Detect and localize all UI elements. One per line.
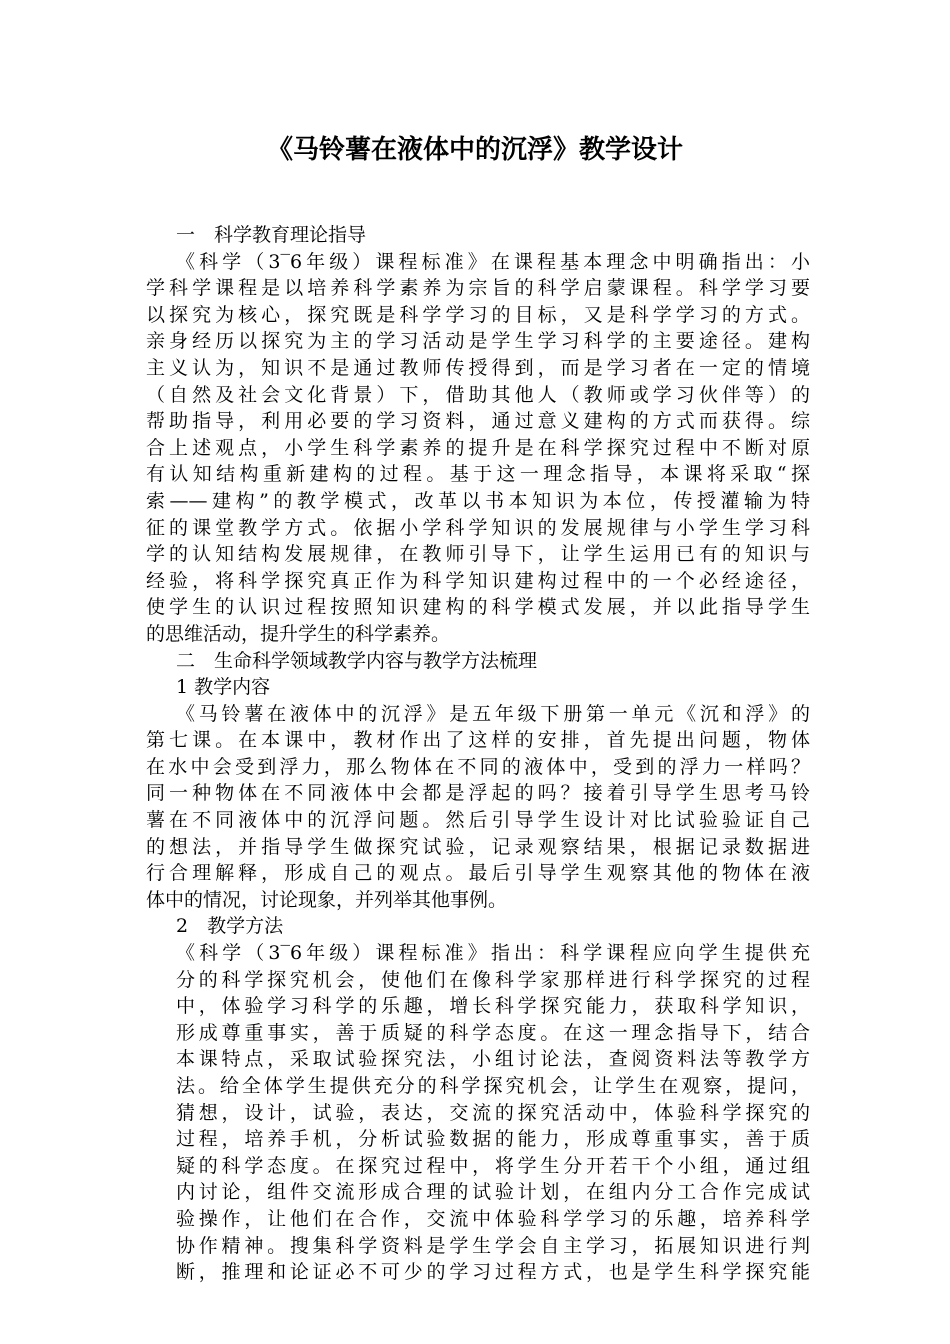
paragraph-line: 本课特点，采取试验探究法，小组讨论法，查阅资料法等教学方 [176, 1048, 810, 1071]
paragraph-line: 亲身经历以探究为主的学习活动是学生学习科学的主要途径。建构 [146, 330, 810, 353]
paragraph-line: 分的科学探究机会，使他们在像科学家那样进行科学探究的过程 [176, 968, 810, 991]
paragraph-line: 形成尊重事实，善于质疑的科学态度。在这一理念指导下，结合 [176, 1021, 810, 1044]
document-body [146, 222, 810, 1286]
paragraph-line: 《科学（3‾6年级）课程标准》指出：科学课程应向学生提供充 [176, 942, 810, 965]
paragraph-line: 征的课堂教学方式。依据小学科学知识的发展规律与小学生学习科 [146, 516, 810, 539]
paragraph-line: 猜想，设计，试验，表达，交流的探究活动中，体验科学探究的 [176, 1101, 810, 1124]
paragraph-line: 有认知结构重新建构的过程。基于这一理念指导，本课将采取“探 [146, 463, 810, 486]
paragraph-last-line: 体中的情况，讨论现象，并列举其他事例。 [146, 888, 508, 911]
paragraph-line: 行合理解释，形成自己的观点。最后引导学生观察其他的物体在液 [146, 862, 810, 885]
paragraph-line: 合上述观点，小学生科学素养的提升是在科学探究过程中不断对原 [146, 436, 810, 459]
paragraph-line: 以探究为核心，探究既是科学学习的目标，又是科学学习的方式。 [146, 303, 810, 326]
paragraph-line: 断，推理和论证必不可少的学习过程方式，也是学生科学探究能 [176, 1261, 810, 1284]
paragraph-line: 同一种物体在不同液体中会都是浮起的吗？接着引导学生思考马铃 [146, 782, 810, 805]
paragraph-line: 帮助指导，利用必要的学习资料，通过意义建构的方式而获得。综 [146, 410, 810, 433]
paragraph-line: 学科学课程是以培养科学素养为宗旨的科学启蒙课程。科学学习要 [146, 277, 810, 300]
paragraph-line: 法。给全体学生提供充分的科学探究机会，让学生在观察，提问， [176, 1075, 810, 1097]
paragraph-line: 索——建构”的教学模式，改革以书本知识为本位，传授灌输为特 [146, 489, 810, 512]
paragraph-line: 使学生的认识过程按照知识建构的科学模式发展，并以此指导学生 [146, 596, 810, 619]
paragraph-line: 过程，培养手机，分析试验数据的能力，形成尊重事实，善于质 [176, 1128, 810, 1151]
paragraph-line: 验操作，让他们在合作，交流中体验科学学习的乐趣，培养科学 [176, 1207, 810, 1230]
paragraph-first-line: 《科学（3‾6年级）课程标准》在课程基本理念中明确指出：小 [176, 250, 810, 273]
section-heading: 1 教学内容 [176, 676, 271, 699]
section-heading: 一 科学教育理论指导 [176, 224, 367, 246]
paragraph-line: 经验，将科学探究真正作为科学知识建构过程中的一个必经途径， [146, 569, 810, 592]
paragraph-line: 中，体验学习科学的乐趣，增长科学探究能力，获取科学知识， [176, 995, 810, 1018]
paragraph-last-line: 的思维活动，提升学生的科学素养。 [146, 622, 451, 645]
section-heading: 二 生命科学领域教学内容与教学方法梳理 [176, 649, 538, 672]
paragraph-line: 学的认知结构发展规律，在教师引导下，让学生运用已有的知识与 [146, 543, 810, 566]
paragraph-line: 协作精神。搜集科学资料是学生学会自主学习，拓展知识进行判 [176, 1234, 810, 1257]
paragraph-line: 内讨论，组件交流形成合理的试验计划，在组内分工合作完成试 [176, 1181, 810, 1204]
document-title: 《马铃薯在液体中的沉浮》教学设计 [266, 135, 683, 165]
paragraph-line: 第七课。在本课中，教材作出了这样的安排，首先提出问题，物体 [146, 729, 810, 752]
paragraph-line: （自然及社会文化背景）下，借助其他人（教师或学习伙伴等）的 [146, 383, 810, 406]
paragraph-line: 疑的科学态度。在探究过程中，将学生分开若干个小组，通过组 [176, 1154, 810, 1177]
paragraph-line: 的想法，并指导学生做探究试验，记录观察结果，根据记录数据进 [146, 835, 810, 858]
paragraph-line: 薯在不同液体中的沉浮问题。然后引导学生设计对比试验验证自己 [146, 809, 810, 832]
paragraph-line: 主义认为，知识不是通过教师传授得到，而是学习者在一定的情境 [146, 356, 810, 379]
paragraph-first-line: 《马铃薯在液体中的沉浮》是五年级下册第一单元《沉和浮》的 [176, 702, 810, 725]
paragraph-line: 在水中会受到浮力，那么物体在不同的液体中，受到的浮力一样吗？ [146, 755, 810, 778]
section-heading: 2 教学方法 [176, 915, 284, 938]
